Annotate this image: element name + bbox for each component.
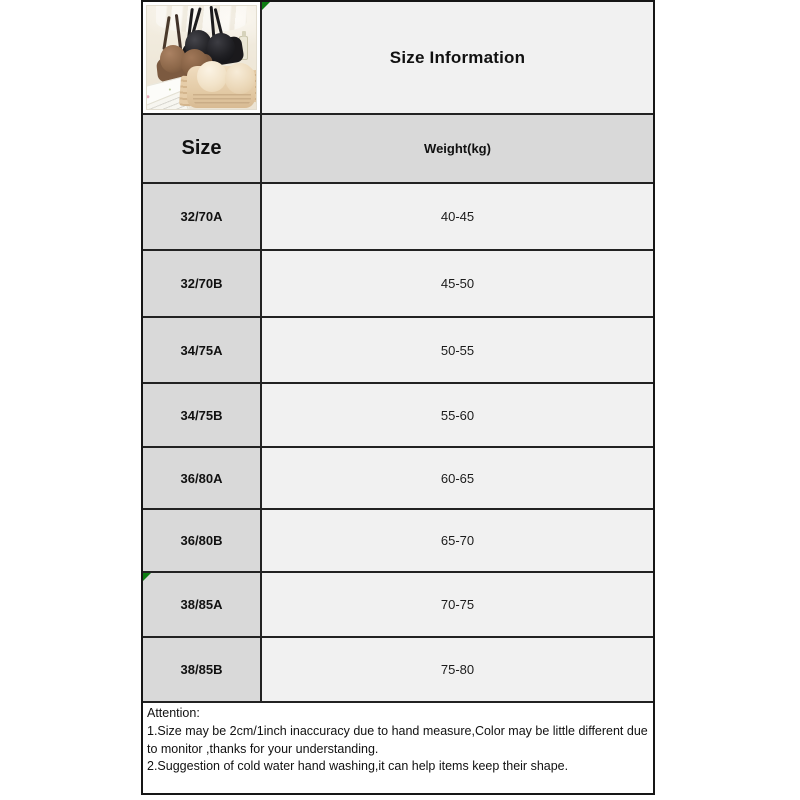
product-photo-cell — [143, 2, 262, 113]
title-cell — [262, 2, 653, 113]
beige-bra-ribs — [193, 94, 251, 106]
table-row — [143, 638, 653, 703]
size-table — [141, 0, 655, 795]
size-value: 34/75A — [180, 342, 223, 358]
weight-cell — [262, 510, 653, 571]
weight-cell — [262, 251, 653, 316]
perfume-bottle-cap — [242, 31, 246, 37]
column-header-size: Size — [181, 137, 222, 159]
product-photo — [146, 5, 257, 110]
table-row — [143, 384, 653, 448]
weight-cell — [262, 184, 653, 249]
size-cell — [143, 318, 262, 382]
size-value: 38/85B — [180, 662, 223, 677]
weight-value: 75-80 — [440, 662, 475, 677]
green-corner-marker-icon — [262, 2, 270, 10]
table-row — [143, 251, 653, 318]
size-cell — [143, 384, 262, 446]
weight-value: 50-55 — [440, 342, 475, 358]
weight-value: 55-60 — [440, 407, 475, 423]
size-value: 36/80A — [180, 470, 223, 486]
weight-cell — [262, 448, 653, 508]
weight-value: 45-50 — [440, 276, 475, 291]
table-row — [143, 573, 653, 638]
table-row — [143, 448, 653, 510]
table-row — [143, 184, 653, 251]
size-cell — [143, 638, 262, 701]
weight-cell — [262, 384, 653, 446]
beige-bra-cup — [225, 63, 255, 94]
attention-title: Attention: — [147, 706, 200, 720]
table-row — [143, 318, 653, 384]
weight-value: 60-65 — [440, 470, 475, 486]
size-value: 32/70A — [180, 209, 223, 224]
attention-text — [143, 703, 653, 776]
attention-note: 1.Size may be 2cm/1inch inaccuracy due to hand measure,Color may be little different due to monitor ,thanks for your understanding. — [147, 723, 648, 756]
weight-cell — [262, 573, 653, 636]
size-value: 38/85A — [180, 597, 223, 612]
page-title: Size Information — [389, 47, 526, 67]
column-header-row — [143, 115, 653, 184]
weight-cell — [262, 638, 653, 701]
size-cell — [143, 573, 262, 636]
attention-section — [143, 703, 653, 793]
beige-bra-cup — [197, 61, 227, 92]
attention-note: 2.Suggestion of cold water hand washing,it can help items keep their shape. — [147, 759, 569, 774]
table-row — [143, 510, 653, 573]
size-cell — [143, 510, 262, 571]
size-cell — [143, 448, 262, 508]
weight-value: 65-70 — [440, 533, 475, 548]
column-header-size-cell — [143, 115, 262, 182]
green-corner-marker-icon — [143, 573, 151, 581]
weight-cell — [262, 318, 653, 382]
size-value: 32/70B — [180, 276, 223, 291]
weight-value: 70-75 — [440, 597, 475, 612]
column-header-weight-cell — [262, 115, 653, 182]
size-cell — [143, 251, 262, 316]
weight-value: 40-45 — [440, 209, 475, 224]
size-cell — [143, 184, 262, 249]
size-value: 34/75B — [180, 407, 223, 423]
column-header-weight: Weight(kg) — [424, 141, 491, 156]
size-value: 36/80B — [180, 533, 223, 548]
table-header-row — [143, 2, 653, 115]
